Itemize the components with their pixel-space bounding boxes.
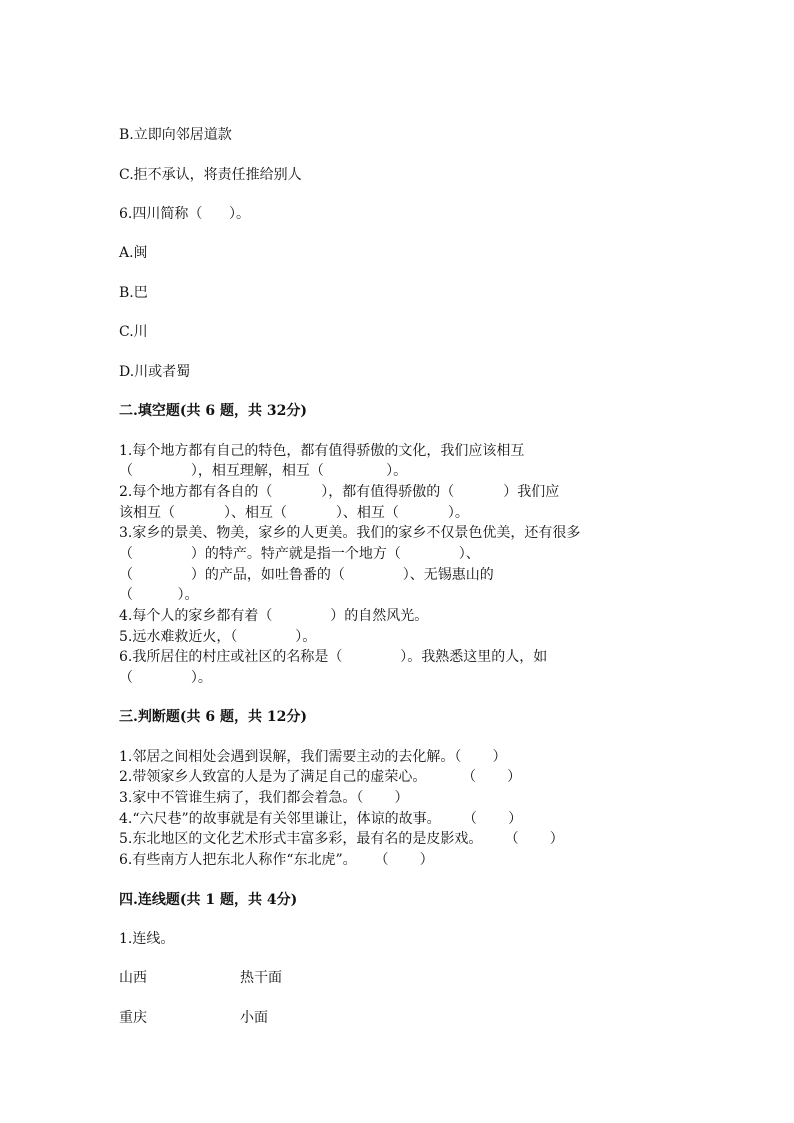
q6-option-d: D.川或者蜀 [119, 364, 191, 380]
judge-line: 4.“六尺巷”的故事就是有关邻里谦让，体谅的故事。 （ ） [119, 811, 523, 827]
q5-option-c: C.拒不承认，将责任推给别人 [119, 167, 302, 183]
fill-line: （ ）的特产。特产就是指一个地方（ ）、 [119, 546, 480, 562]
q5-option-b: B.立即向邻居道款 [119, 127, 232, 143]
fill-line: 6.我所居住的村庄或社区的名称是（ ）。我熟悉这里的人，如 [119, 649, 548, 665]
q6-option-b: B.巴 [119, 285, 148, 301]
fill-line: 5.远水难救近火，（ ）。 [119, 629, 317, 645]
fill-line: 2.每个地方都有各自的（ ），都有值得骄傲的（ ）我们应 [119, 484, 560, 500]
judge-line: 2.带领家乡人致富的人是为了满足自己的虚荣心。 （ ） [119, 769, 522, 785]
fill-line: 1.每个地方都有自己的特色，都有值得骄傲的文化，我们应该相互 [119, 443, 525, 459]
q6-option-a: A.闽 [119, 245, 148, 261]
judge-line: 1.邻居之间相处会遇到误解，我们需要主动的去化解。（ ） [119, 749, 507, 765]
match-left-item: 重庆 [119, 1010, 147, 1026]
q6-option-c: C.川 [119, 324, 148, 340]
fill-line: （ ）。 [119, 587, 199, 603]
match-right-item: 小面 [240, 1010, 268, 1026]
judge-line: 3.家中不管谁生病了，我们都会着急。（ ） [119, 790, 409, 806]
q6-stem: 6.四川简称（ ）。 [119, 206, 251, 222]
match-left-item: 山西 [119, 970, 147, 986]
fill-line: （ ），相互理解，相互（ ）。 [119, 463, 408, 479]
fill-line: 该相互（ ）、相互（ ）、相互（ ）。 [119, 505, 469, 521]
fill-line: （ ）。 [119, 670, 212, 686]
fill-line: 3.家乡的景美、物美，家乡的人更美。我们的家乡不仅景色优美，还有很多 [119, 525, 581, 541]
judge-line: 5.东北地区的文化艺术形式丰富多彩，最有名的是皮影戏。 （ ） [119, 831, 564, 847]
judge-line: 6.有些南方人把东北人称作“东北虎”。 （ ） [119, 852, 434, 868]
match-stem: 1.连线。 [119, 931, 175, 947]
match-section-heading: 四.连线题(共 1 题，共 4分) [119, 892, 298, 908]
fill-line: 4.每个人的家乡都有着（ ）的自然风光。 [119, 608, 429, 624]
fill-line: （ ）的产品，如吐鲁番的（ ）、无锡惠山的 [119, 567, 494, 583]
fill-section-heading: 二.填空题(共 6 题，共 32分) [119, 403, 307, 419]
judge-section-heading: 三.判断题(共 6 题，共 12分) [119, 709, 307, 725]
match-right-item: 热干面 [240, 970, 282, 986]
